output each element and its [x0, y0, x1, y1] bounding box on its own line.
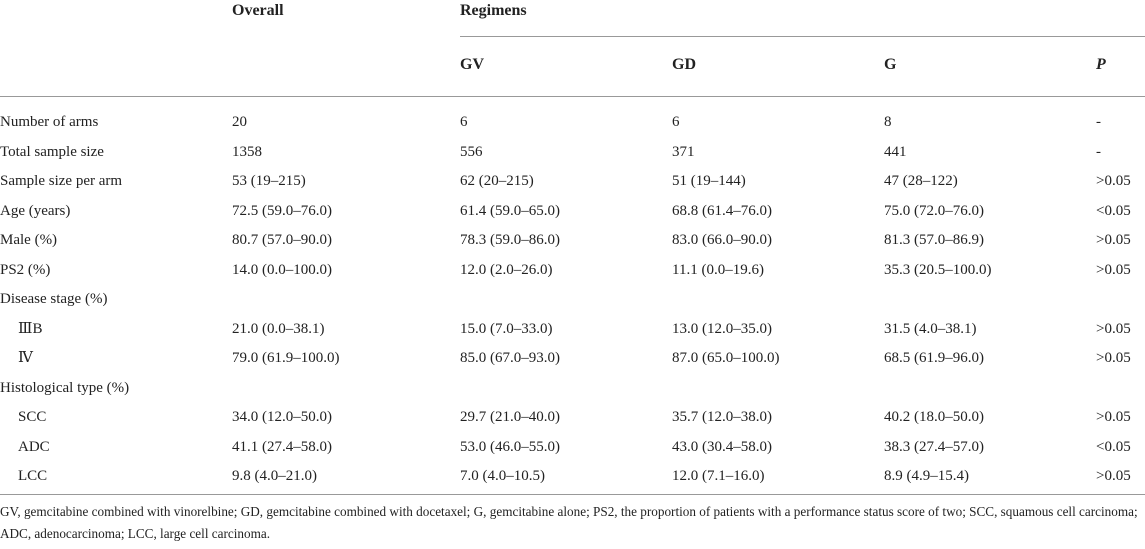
cell-p: >0.05 [1096, 350, 1131, 366]
table-row [0, 314, 1145, 344]
cell-label: PS2 (%) [0, 262, 51, 278]
cell-p: >0.05 [1096, 321, 1131, 337]
header-gv: GV [460, 56, 484, 73]
cell-p: >0.05 [1096, 468, 1131, 484]
cell-gd: 13.0 (12.0–35.0) [672, 321, 772, 337]
cell-gv: 6 [460, 114, 468, 130]
cell-overall: 20 [232, 114, 247, 130]
cell-overall: 14.0 (0.0–100.0) [232, 262, 332, 278]
cell-p: >0.05 [1096, 409, 1131, 425]
cell-gd: 6 [672, 114, 680, 130]
table-row [0, 284, 1145, 314]
table-row [0, 432, 1145, 462]
table-row [0, 402, 1145, 432]
cell-overall: 1358 [232, 144, 262, 160]
cell-label: LCC [18, 468, 48, 484]
cell-overall: 34.0 (12.0–50.0) [232, 409, 332, 425]
cell-label: ADC [18, 439, 50, 455]
table-row [0, 196, 1145, 226]
cell-overall: 9.8 (4.0–21.0) [232, 468, 317, 484]
cell-label: Age (years) [0, 203, 71, 219]
cell-g: 31.5 (4.0–38.1) [884, 321, 977, 337]
cell-label: SCC [18, 409, 47, 425]
cell-p: - [1096, 144, 1101, 160]
cell-gd: 83.0 (66.0–90.0) [672, 232, 772, 248]
cell-gd: 68.8 (61.4–76.0) [672, 203, 772, 219]
cell-gv: 62 (20–215) [460, 173, 534, 189]
cell-gd: 12.0 (7.1–16.0) [672, 468, 765, 484]
cell-g: 35.3 (20.5–100.0) [884, 262, 992, 278]
table-row [0, 166, 1145, 196]
table-row [0, 225, 1145, 255]
cell-p: <0.05 [1096, 203, 1131, 219]
cell-gv: 15.0 (7.0–33.0) [460, 321, 553, 337]
cell-g: 75.0 (72.0–76.0) [884, 203, 984, 219]
table-row [0, 107, 1145, 137]
cell-p: >0.05 [1096, 232, 1131, 248]
cell-gv: 29.7 (21.0–40.0) [460, 409, 560, 425]
table-row [0, 137, 1145, 167]
cell-g: 441 [884, 144, 907, 160]
cell-p: >0.05 [1096, 262, 1131, 278]
cell-p: >0.05 [1096, 173, 1131, 189]
cell-gd: 35.7 (12.0–38.0) [672, 409, 772, 425]
header-regimens: Regimens [460, 2, 527, 19]
cell-g: 40.2 (18.0–50.0) [884, 409, 984, 425]
header-g: G [884, 56, 897, 73]
cell-label: Disease stage (%) [0, 291, 108, 307]
cell-gd: 43.0 (30.4–58.0) [672, 439, 772, 455]
table-row [0, 373, 1145, 403]
cell-label: Number of arms [0, 114, 99, 130]
cell-gd: 371 [672, 144, 695, 160]
cell-overall: 41.1 (27.4–58.0) [232, 439, 332, 455]
cell-p: - [1096, 114, 1101, 130]
cell-g: 8.9 (4.9–15.4) [884, 468, 969, 484]
cell-gv: 12.0 (2.0–26.0) [460, 262, 553, 278]
cell-gd: 11.1 (0.0–19.6) [672, 262, 764, 278]
table-footnote: GV, gemcitabine combined with vinorelbine; GD, gemcitabine combined with docetaxel; G, gemcitabine alone; PS2, the proportion of patients with a performance status score of two; SCC, squamous cell carcinoma; ADC, adenocarcinoma; LCC, large cell carcinoma. [0, 504, 1138, 541]
cell-p: <0.05 [1096, 439, 1131, 455]
bottom-rule [0, 494, 1145, 495]
cell-label: Total sample size [0, 144, 104, 160]
cell-g: 38.3 (27.4–57.0) [884, 439, 984, 455]
header-p: P [1096, 56, 1106, 73]
header-gd: GD [672, 56, 696, 73]
header-overall: Overall [232, 2, 284, 19]
cell-label: Ⅳ [18, 350, 33, 366]
cell-overall: 21.0 (0.0–38.1) [232, 321, 325, 337]
cell-gd: 87.0 (65.0–100.0) [672, 350, 780, 366]
cell-gv: 7.0 (4.0–10.5) [460, 468, 545, 484]
cell-g: 68.5 (61.9–96.0) [884, 350, 984, 366]
cell-g: 47 (28–122) [884, 173, 958, 189]
cell-gd: 51 (19–144) [672, 173, 746, 189]
cell-overall: 79.0 (61.9–100.0) [232, 350, 340, 366]
table-row [0, 255, 1145, 285]
table-row [0, 343, 1145, 373]
cell-gv: 78.3 (59.0–86.0) [460, 232, 560, 248]
cell-g: 81.3 (57.0–86.9) [884, 232, 984, 248]
header-rule [0, 96, 1145, 97]
cell-gv: 53.0 (46.0–55.0) [460, 439, 560, 455]
cell-overall: 80.7 (57.0–90.0) [232, 232, 332, 248]
cell-label: Male (%) [0, 232, 58, 248]
cell-overall: 53 (19–215) [232, 173, 306, 189]
cell-gv: 85.0 (67.0–93.0) [460, 350, 560, 366]
cell-label: Histological type (%) [0, 380, 130, 396]
cell-g: 8 [884, 114, 892, 130]
table-row [0, 461, 1145, 491]
cell-overall: 72.5 (59.0–76.0) [232, 203, 332, 219]
cell-label: ⅢB [18, 321, 43, 337]
cell-gv: 61.4 (59.0–65.0) [460, 203, 560, 219]
regimens-divider [460, 36, 1145, 37]
cell-gv: 556 [460, 144, 483, 160]
cell-label: Sample size per arm [0, 173, 123, 189]
